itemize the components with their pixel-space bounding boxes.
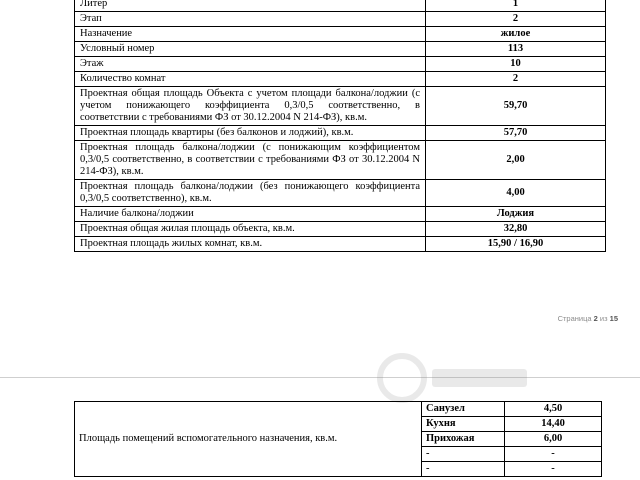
table-row [75,180,606,207]
table-row [75,0,606,12]
row-value: 1 [426,0,606,12]
page-counter [558,314,618,323]
row-label: Этап [75,12,426,27]
auxiliary-rooms-table [74,401,602,477]
table-row [75,87,606,126]
row-value: 2,00 [426,141,606,180]
room-area: 6,00 [505,432,602,447]
page-current: 2 [593,314,598,323]
row-label: Количество комнат [75,72,426,87]
table-row [75,237,606,252]
row-value: 4,00 [426,180,606,207]
table-row [75,141,606,180]
row-value: 59,70 [426,87,606,126]
row-label: Проектная площадь балкона/лоджии (с понижающим коэффициентом 0,3/0,5 соответственно, в соответствии с требованиями ФЗ от 30.12.2004 N 214-ФЗ), кв.м. [75,141,426,180]
room-name: Кухня [422,417,505,432]
row-label: Условный номер [75,42,426,57]
table-row [75,12,606,27]
row-label: Проектная общая площадь Объекта с учетом площади балкона/лоджии (с учетом понижающего коэффициента 0,3/0,5 соответственно, в соответствии с требованиями ФЗ от 30.12.2004 N 214-ФЗ), кв.м. [75,87,426,126]
page-sep: из [599,314,608,323]
table-row [75,42,606,57]
table-row [75,402,602,417]
room-name: Прихожая [422,432,505,447]
row-value: 113 [426,42,606,57]
room-name: - [422,462,505,477]
row-label: Этаж [75,57,426,72]
page-label: Страница [557,314,592,323]
room-area: - [505,447,602,462]
aux-label: Площадь помещений вспомогательного назначения, кв.м. [75,402,422,477]
page-total: 15 [609,314,618,323]
room-area: - [505,462,602,477]
room-area: 14,40 [505,417,602,432]
row-label: Литер [75,0,426,12]
row-label: Наличие балкона/лоджии [75,207,426,222]
row-value: 2 [426,12,606,27]
row-label: Проектная площадь жилых комнат, кв.м. [75,237,426,252]
row-label: Проектная площадь квартиры (без балконов и лоджий), кв.м. [75,126,426,141]
room-name: - [422,447,505,462]
table-row [75,207,606,222]
row-label: Назначение [75,27,426,42]
table-row [75,222,606,237]
row-label: Проектная площадь балкона/лоджии (без понижающего коэффициента 0,3/0,5 соответственно), кв.м. [75,180,426,207]
row-value: 15,90 / 16,90 [426,237,606,252]
row-value: 10 [426,57,606,72]
table-row [75,57,606,72]
row-value: 57,70 [426,126,606,141]
room-name: Санузел [422,402,505,417]
row-value: жилое [426,27,606,42]
room-area: 4,50 [505,402,602,417]
table-row [75,72,606,87]
row-value: 32,80 [426,222,606,237]
row-value: Лоджия [426,207,606,222]
page-divider [0,377,640,378]
table-row [75,126,606,141]
row-value: 2 [426,72,606,87]
table-row [75,27,606,42]
row-label: Проектная общая жилая площадь объекта, кв.м. [75,222,426,237]
property-details-table [74,0,606,252]
